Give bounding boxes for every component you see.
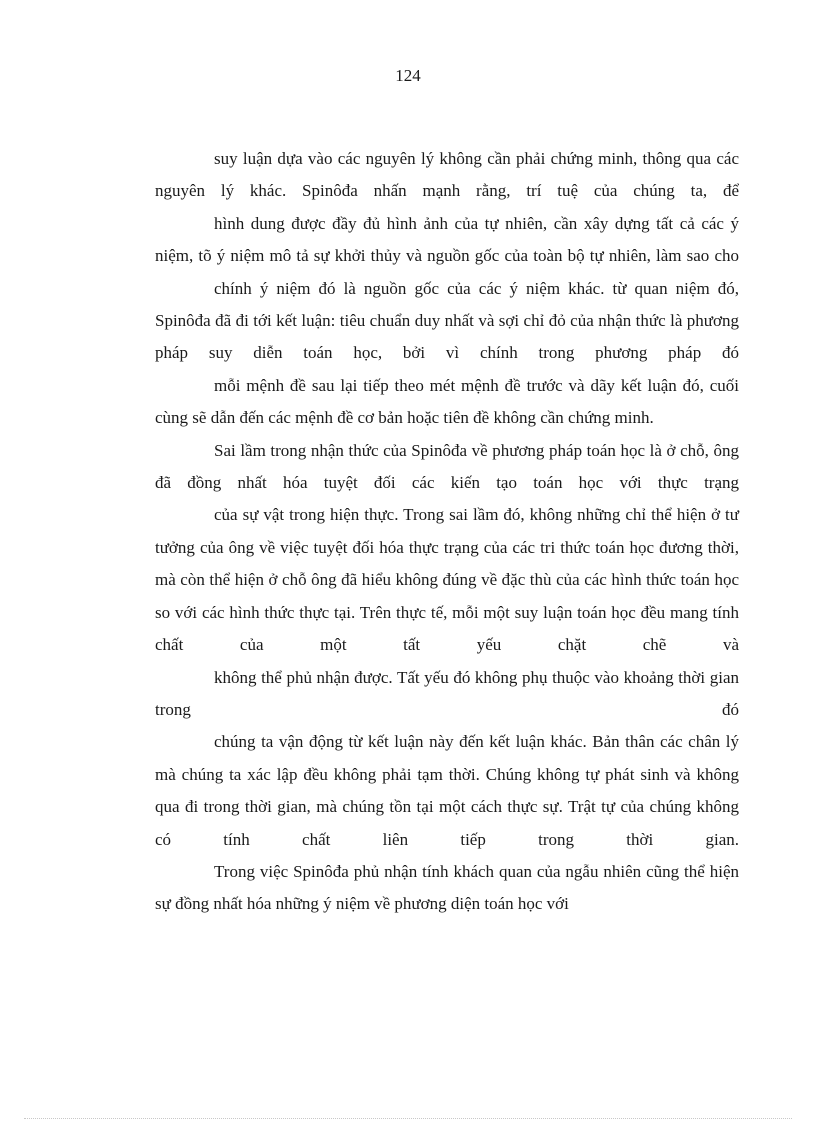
paragraph-8: chúng ta vận động từ kết luận này đến kết luận khác. Bản thân các chân lý mà chúng ta xác lập đều không phải tạm thời. Chúng không tự phát sinh và không qua đi trong thời gian, mà chúng tồn tại một cách thực sự. Trật tự của chúng không có tính chất liên tiếp trong thời gian. (155, 732, 739, 849)
paragraph-9: Trong việc Spinôđa phủ nhận tính khách quan của ngẫu nhiên cũng thể hiện sự đồng nhất hóa những ý niệm về phương diện toán học với (155, 861, 739, 914)
paragraph-4: mỗi mệnh đề sau lại tiếp theo mét mệnh đề trước và dãy kết luận đó, cuối cùng sẽ dẫn đến các mệnh đề cơ bản hoặc tiên đề không cần chứng minh. (155, 375, 739, 428)
paragraph-3: chính ý niệm đó là nguồn gốc của các ý niệm khác. từ quan niệm đó, Spinôđa đã đi tới kết luận: tiêu chuẩn duy nhất và sợi chỉ đỏ của nhận thức là phương pháp suy diễn toán học, bởi vì chính trong phương pháp đó (155, 278, 739, 363)
paragraph-7: không thể phủ nhận được. Tất yếu đó không phụ thuộc vào khoảng thời gian trong đó (155, 667, 739, 719)
page-bottom-divider (24, 1118, 792, 1119)
paragraph-6: của sự vật trong hiện thực. Trong sai lầm đó, không những chỉ thể hiện ở tư tưởng của ông về việc tuyệt đối hóa thực trạng của các tri thức toán học đương thời, mà còn thể hiện ở chỗ ông đã hiểu không đúng về đặc thù của các hình thức toán học so với các hình thức thực tại. Trên thực tế, mỗi một suy luận toán học đều mang tính chất của một tất yếu chặt chẽ và (155, 505, 739, 655)
paragraph-2: hình dung được đầy đủ hình ảnh của tự nhiên, cần xây dựng tất cả các ý niệm, tõ ý niệm mô tả sự khởi thủy và nguồn gốc của toàn bộ tự nhiên, làm sao cho (155, 213, 739, 266)
page-number: 124 (395, 66, 421, 85)
body-text (155, 143, 739, 921)
paragraph-1: suy luận dựa vào các nguyên lý không cần phải chứng minh, thông qua các nguyên lý khác. Spinôđa nhấn mạnh rằng, trí tuệ của chúng ta, để (155, 149, 739, 201)
paragraph-5: Sai lầm trong nhận thức của Spinôđa về phương pháp toán học là ở chỗ, ông đã đồng nhất hóa tuyệt đối các kiến tạo toán học với thực trạng (155, 440, 739, 493)
